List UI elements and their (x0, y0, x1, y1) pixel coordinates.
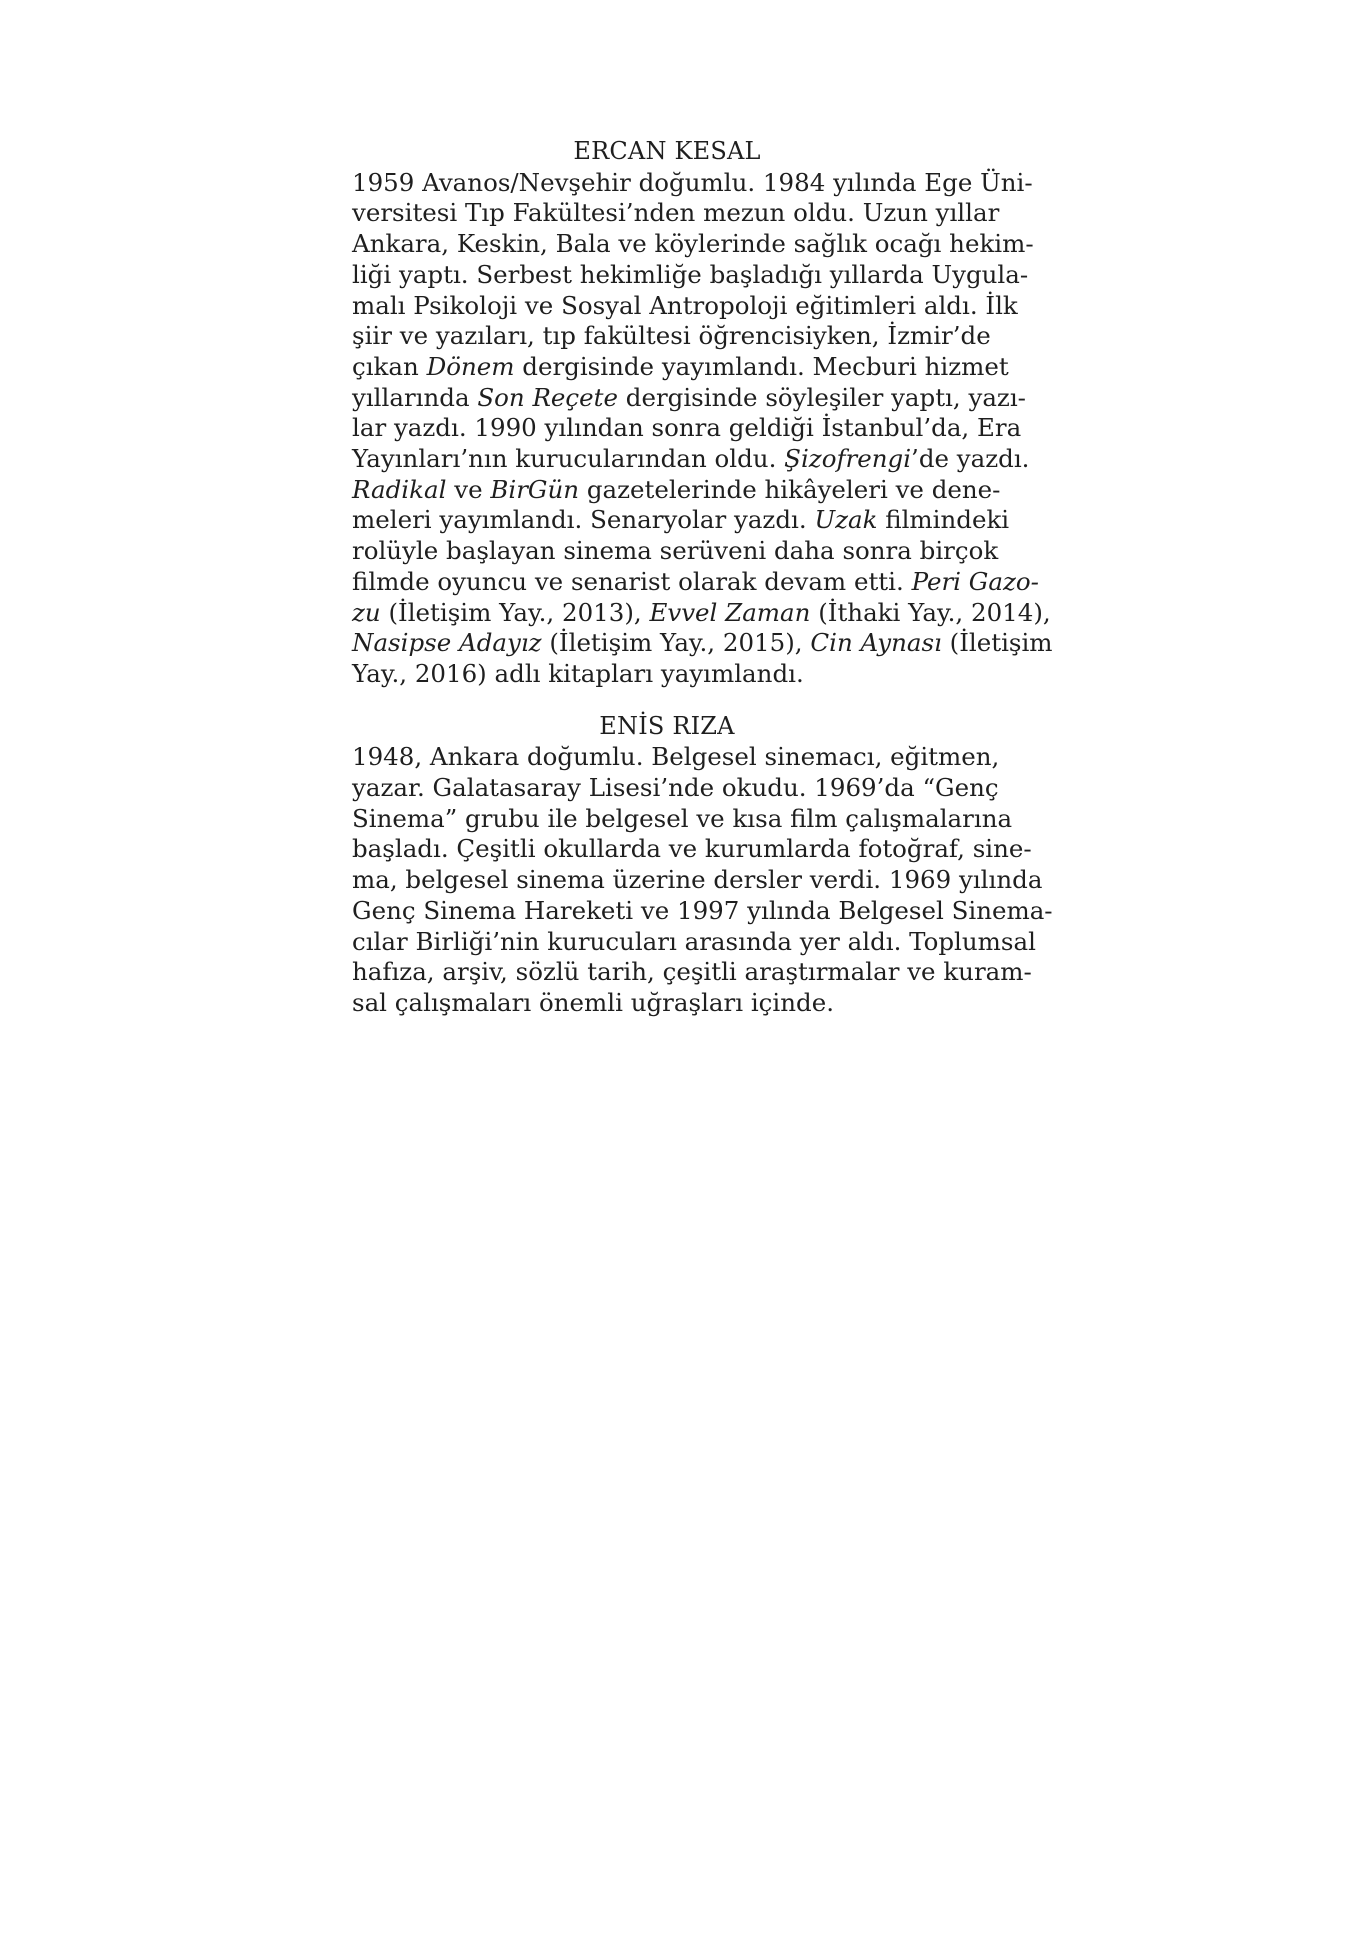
italic-title: Son Reçete (477, 382, 618, 412)
italic-title: Şizofrengi (784, 444, 912, 474)
text-line (352, 926, 1036, 958)
text-line (352, 566, 1039, 598)
bio-name: ENİS RIZA (599, 711, 735, 740)
text-segment: 1959 Avanos/Nevşehir doğumlu. 1984 yılında Ege Üni- (352, 167, 1033, 197)
text-segment: liği yaptı. Serbest hekimliğe başladığı yıllarda Uygula- (352, 259, 1029, 289)
text-line (352, 628, 1053, 659)
text-segment: ve (446, 474, 491, 504)
text-segment: çıkan (352, 351, 427, 381)
text-segment: yıllarında (352, 382, 478, 412)
bio-ercan-kesal (352, 136, 1053, 690)
text-line (352, 259, 1029, 291)
text-segment: dergisinde söyleşiler yaptı, yazı- (617, 382, 1026, 412)
italic-title: zu (352, 597, 381, 627)
italic-title: Nasipse Adayız (352, 628, 542, 658)
text-line (352, 803, 1013, 835)
italic-title: BirGün (490, 474, 580, 504)
text-segment: (İletişim Yay., 2015), (541, 628, 811, 658)
text-segment: ’de yazdı. (911, 444, 1030, 474)
italic-title: Radikal (352, 474, 447, 504)
text-segment: cılar Birliği’nin kurucuları arasında yer aldı. Toplumsal (352, 926, 1036, 956)
text-segment: dergisinde yayımlandı. Mecburi hizmet (514, 351, 1009, 381)
text-segment: gazetelerinde hikâyeleri ve dene- (579, 474, 1001, 504)
bio-enis-riza (352, 711, 1053, 1019)
text-line (352, 444, 1030, 475)
text-segment: Genç Sinema Hareketi ve 1997 yılında Belgesel Sinema- (352, 895, 1053, 925)
text-segment: şiir ve yazıları, tıp fakültesi öğrencisiyken, İzmir’de (352, 321, 991, 351)
text-segment: filmindeki (877, 505, 1010, 535)
text-line (352, 895, 1053, 927)
text-line (352, 321, 991, 352)
text-line (352, 865, 1043, 896)
document-page (352, 136, 1053, 1019)
text-segment: yazar. Galatasaray Lisesi’nde okudu. 1969’da “Genç (352, 773, 999, 803)
text-line (352, 382, 1026, 414)
text-line (352, 474, 1001, 506)
bio-text (352, 167, 1053, 690)
text-segment: (İletişim Yay., 2013), (380, 597, 650, 627)
text-segment: lar yazdı. 1990 yılından sonra geldiği İstanbul’da, Era (352, 413, 1022, 443)
text-segment: versitesi Tıp Fakültesi’nden mezun oldu. Uzun yıllar (352, 198, 1000, 228)
italic-title: Peri Gazo- (911, 566, 1039, 596)
text-segment: rolüyle başlayan sinema serüveni daha sonra birçok (352, 536, 999, 566)
text-segment: (İthaki Yay., 2014), (810, 597, 1051, 627)
text-line (352, 659, 982, 690)
bio-text (352, 742, 1053, 1018)
text-segment: 1948, Ankara doğumlu. Belgesel sinemacı, eğitmen, (352, 742, 1000, 772)
text-segment: meleri yayımlandı. Senaryolar yazdı. (352, 505, 815, 535)
italic-title: Dönem (426, 351, 515, 381)
text-segment: hafıza, arşiv, sözlü tarih, çeşitli araştırmalar ve kuram- (352, 957, 1032, 987)
text-segment: Yay., 2016) adlı kitapları yayımlandı. (352, 658, 804, 688)
italic-title: Evvel Zaman (649, 597, 811, 627)
text-line (352, 351, 1009, 383)
text-line (352, 505, 1010, 536)
text-segment: (İletişim (941, 628, 1053, 658)
text-segment: Ankara, Keskin, Bala ve köylerinde sağlık ocağı hekim- (352, 229, 1034, 259)
text-line (352, 773, 999, 804)
italic-title: Uzak (814, 505, 878, 535)
text-segment: Sinema” grubu ile belgesel ve kısa film çalışmalarına (352, 803, 1013, 833)
bio-name: ERCAN KESAL (573, 137, 761, 165)
text-line (352, 413, 1022, 444)
text-line (352, 229, 1034, 260)
italic-title: Cin Aynası (810, 628, 942, 658)
text-segment: sal çalışmaları önemli uğraşları içinde. (352, 987, 834, 1017)
text-line (352, 742, 1000, 773)
text-line (352, 198, 1000, 229)
text-segment: filmde oyuncu ve senarist olarak devam etti. (352, 566, 912, 596)
text-segment: malı Psikoloji ve Sosyal Antropoloji eğitimleri aldı. İlk (352, 290, 1018, 320)
text-line (352, 988, 982, 1019)
text-line (352, 167, 1033, 199)
text-line (352, 957, 1032, 988)
text-line (352, 597, 1051, 629)
text-line (352, 290, 1018, 322)
text-segment: ma, belgesel sinema üzerine dersler verdi. 1969 yılında (352, 865, 1043, 895)
text-segment: başladı. Çeşitli okullarda ve kurumlarda fotoğraf, sine- (352, 834, 1032, 864)
text-line (352, 834, 1032, 865)
text-line (352, 536, 999, 567)
text-segment: Yayınları’nın kurucularından oldu. (352, 444, 785, 474)
